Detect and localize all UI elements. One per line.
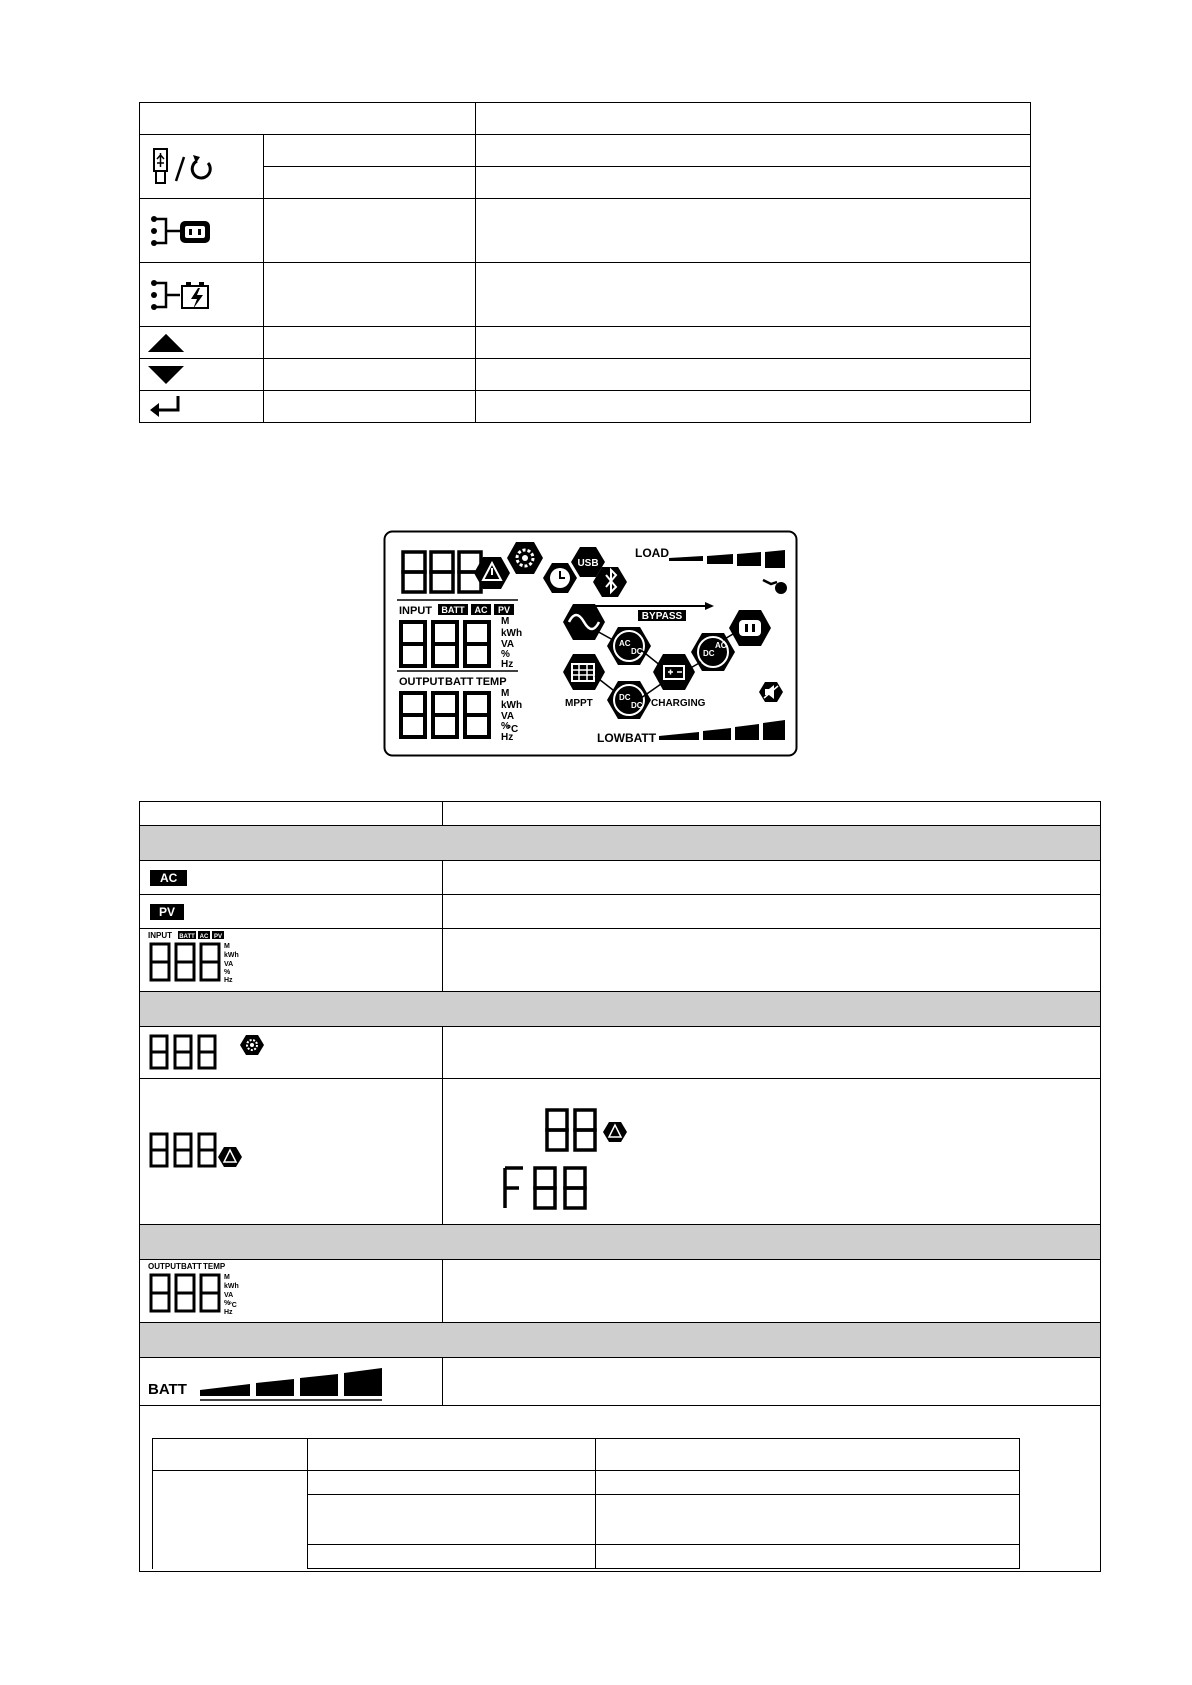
- up-arrow-icon: [140, 327, 264, 359]
- pv-tag-small: PV: [213, 934, 223, 940]
- table1-cell: [263, 359, 475, 391]
- battery-level-bars-large: [200, 1368, 382, 1396]
- table2-header-icon: [140, 802, 443, 826]
- charger-source-icon: [140, 263, 264, 327]
- acdc-left: AC: [619, 639, 631, 648]
- detail-cell: [596, 1495, 1020, 1545]
- table1-cell: [475, 327, 1030, 359]
- unit-kwh: kWh: [501, 628, 523, 639]
- pv-tag: PV: [497, 605, 511, 615]
- table1-cell: [475, 359, 1030, 391]
- dcac-left: DC: [703, 649, 715, 658]
- table1-cell: [263, 391, 475, 423]
- table2-cell: [442, 929, 1100, 992]
- detail-header-status: [153, 1439, 308, 1471]
- unit-percent: %: [501, 649, 510, 660]
- detail-cell: [596, 1545, 1020, 1569]
- batt-tag: BATT: [441, 605, 465, 615]
- pv-badge: PV: [150, 904, 184, 920]
- batt-tag-small: BATT: [179, 934, 195, 940]
- warning-icon-small: [603, 1122, 627, 1142]
- down-arrow-icon: [140, 359, 264, 391]
- table1-header-function: [475, 103, 1030, 135]
- table1-cell: [263, 167, 475, 199]
- detail-header-display: [596, 1439, 1020, 1471]
- section-header-input: [140, 826, 1101, 861]
- enter-icon: [140, 391, 264, 423]
- unit-hz-small: Hz: [224, 977, 233, 984]
- table1-cell: [475, 263, 1030, 327]
- pv-badge-cell: [140, 895, 443, 929]
- table1-cell: [475, 167, 1030, 199]
- output-batt-label: BATT: [445, 676, 474, 688]
- button-function-table: [139, 102, 1031, 423]
- unit-va-small: VA: [224, 961, 234, 968]
- setting-display-cell: [140, 1027, 443, 1079]
- unit-m: M: [501, 616, 510, 627]
- table2-header-function: [442, 802, 1100, 826]
- ac-badge: AC: [150, 870, 187, 886]
- table2-cell: [442, 1358, 1100, 1406]
- unit-m: M: [501, 688, 510, 699]
- unit-va: VA: [501, 639, 515, 650]
- unit-kwh-small: kWh: [224, 952, 239, 959]
- temp-label: TEMP: [476, 676, 507, 688]
- warning-error-cell: [442, 1079, 1100, 1225]
- output-label-small: OUTPUT: [148, 1262, 181, 1271]
- table1-cell: [475, 135, 1030, 167]
- batt-label-large: BATT: [148, 1380, 187, 1398]
- unit-hz: Hz: [501, 732, 514, 743]
- battery-detail-table: [152, 1438, 1020, 1569]
- ac-tag: AC: [474, 605, 488, 615]
- batt-label-small: BATT: [181, 1262, 202, 1271]
- table1-header-button: [140, 103, 476, 135]
- section-header-output: [140, 1225, 1101, 1260]
- table2-cell: [442, 895, 1100, 929]
- warning-code-display: [543, 1106, 653, 1156]
- output-display-cell: [140, 1260, 443, 1323]
- dcdc-right: DC: [631, 701, 643, 710]
- detail-cell: [307, 1495, 596, 1545]
- unit-m-small: M: [224, 1274, 230, 1281]
- dcdc-left: DC: [619, 693, 631, 702]
- output-source-icon: [140, 199, 264, 263]
- detail-cell: [153, 1471, 308, 1569]
- temp-label-small: TEMP: [203, 1262, 226, 1271]
- usb-label: USB: [577, 558, 599, 569]
- table2-cell: [442, 1027, 1100, 1079]
- detail-header-voltage: [307, 1439, 596, 1471]
- dcac-right: AC: [715, 641, 727, 650]
- table1-cell: [263, 263, 475, 327]
- table1-cell: [475, 199, 1030, 263]
- load-label: LOAD: [635, 546, 669, 560]
- unit-va: VA: [501, 711, 515, 722]
- table1-cell: [263, 327, 475, 359]
- lcd-display-panel: [383, 530, 798, 757]
- table1-cell: [475, 391, 1030, 423]
- unit-percent-small: %: [224, 969, 231, 976]
- table2-cell: [442, 861, 1100, 895]
- unit-m-small: M: [224, 943, 230, 950]
- mppt-label: MPPT: [565, 698, 593, 709]
- icon-description-table: [139, 801, 1101, 1569]
- error-code-display: [499, 1164, 599, 1219]
- charging-label: CHARGING: [651, 698, 706, 709]
- unit-percent: %: [501, 721, 510, 732]
- table2-cell: [442, 1260, 1100, 1323]
- input-label-small: INPUT: [148, 931, 172, 940]
- unit-celsius-small: °C: [229, 1302, 237, 1309]
- unit-celsius: °C: [507, 724, 519, 735]
- unit-kwh: kWh: [501, 700, 523, 711]
- usb-return-icon: [140, 135, 264, 199]
- table1-cell: [263, 135, 475, 167]
- table1-cell: [263, 199, 475, 263]
- lowbatt-label: LOWBATT: [597, 731, 657, 745]
- detail-cell: [596, 1471, 1020, 1495]
- battery-bars-cell: [140, 1358, 443, 1406]
- warning-display-cell: [140, 1079, 443, 1225]
- warning-icon-small: [218, 1147, 242, 1167]
- ac-tag-small: AC: [199, 934, 209, 940]
- acdc-right: DC: [631, 647, 643, 656]
- unit-va-small: VA: [224, 1292, 234, 1299]
- unit-hz-small: Hz: [224, 1309, 233, 1316]
- section-header-battery: [140, 1323, 1101, 1358]
- detail-cell: [307, 1471, 596, 1495]
- unit-kwh-small: kWh: [224, 1283, 239, 1290]
- gear-icon-small: [240, 1035, 264, 1055]
- ac-badge-cell: [140, 861, 443, 895]
- section-header-configuration: [140, 992, 1101, 1027]
- detail-cell: [307, 1545, 596, 1569]
- unit-percent-small: %: [224, 1300, 231, 1307]
- input-label: INPUT: [399, 605, 432, 617]
- output-label: OUTPUT: [399, 676, 445, 688]
- input-display-cell: [140, 929, 443, 992]
- unit-hz: Hz: [501, 659, 514, 670]
- bypass-label: BYPASS: [641, 611, 683, 622]
- battery-detail-cell: [140, 1406, 1101, 1572]
